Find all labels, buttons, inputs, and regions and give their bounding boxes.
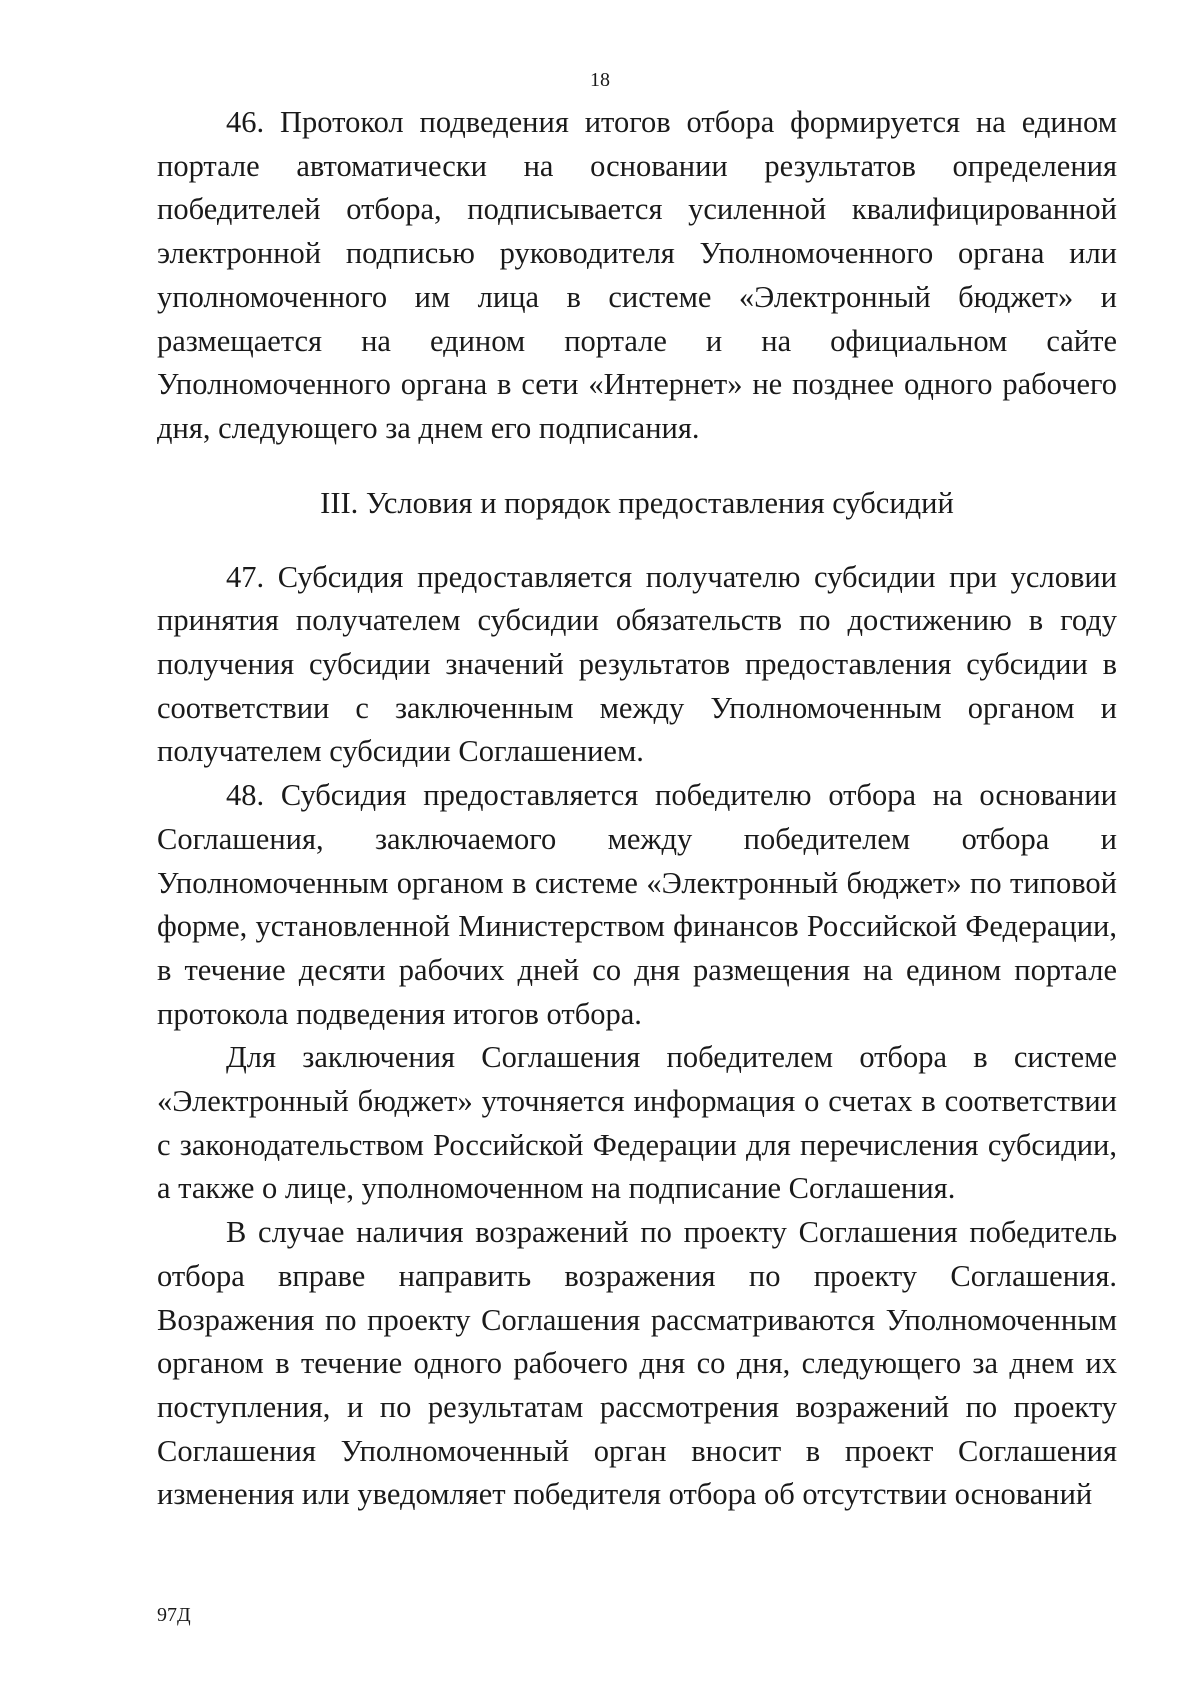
section-heading: III. Условия и порядок предоставления субсидий xyxy=(320,485,954,520)
paragraph-47: 47. Субсидия предоставляется получателю субсидии при условии принятия получателем субсидии обязательств по достижению в году получения субсидии значений результатов предоставления субсидии в соответствии с заключенным между Уполномоченным органом и получателем субсидии Соглашением. xyxy=(157,559,1117,769)
page-number: 18 xyxy=(590,69,610,91)
paragraph-agreement-conclusion: Для заключения Соглашения победителем отбора в системе «Электронный бюджет» уточняется информация о счетах в соответствии с законодательством Российской Федерации для перечисления субсидии, а также о лице, уполномоченном на подписание Соглашения. xyxy=(157,1040,1117,1206)
paragraph-48: 48. Субсидия предоставляется победителю отбора на основании Соглашения, заключаемого между победителем отбора и Уполномоченным органом в системе «Электронный бюджет» по типовой форме, установленной Министерством финансов Российской Федерации, в течение десяти рабочих дней со дня размещения на едином портале протокола подведения итогов отбора. xyxy=(157,778,1117,1031)
paragraph-46: 46. Протокол подведения итогов отбора формируется на едином портале автоматически на основании результатов определения победителей отбора, подписывается усиленной квалифицированной электронной подписью руководителя Уполномоченного органа или уполномоченного им лица в системе «Электронный бюджет» и размещается на едином портале и на официальном сайте Уполномоченного органа в сети «Интернет» не позднее одного рабочего дня, следующего за днем его подписания. xyxy=(157,105,1117,445)
paragraph-objections: В случае наличия возражений по проекту Соглашения победитель отбора вправе направить возражения по проекту Соглашения. Возражения по проекту Соглашения рассматриваются Уполномоченным органом в течение одного рабочего дня со дня, следующего за днем их поступления, и по результатам рассмотрения возражений по проекту Соглашения Уполномоченный орган вносит в проект Соглашения изменения или уведомляет победителя отбора об отсутствии оснований xyxy=(157,1215,1117,1512)
document-body xyxy=(157,101,1117,1517)
footer-document-code: 97Д xyxy=(157,1604,191,1626)
